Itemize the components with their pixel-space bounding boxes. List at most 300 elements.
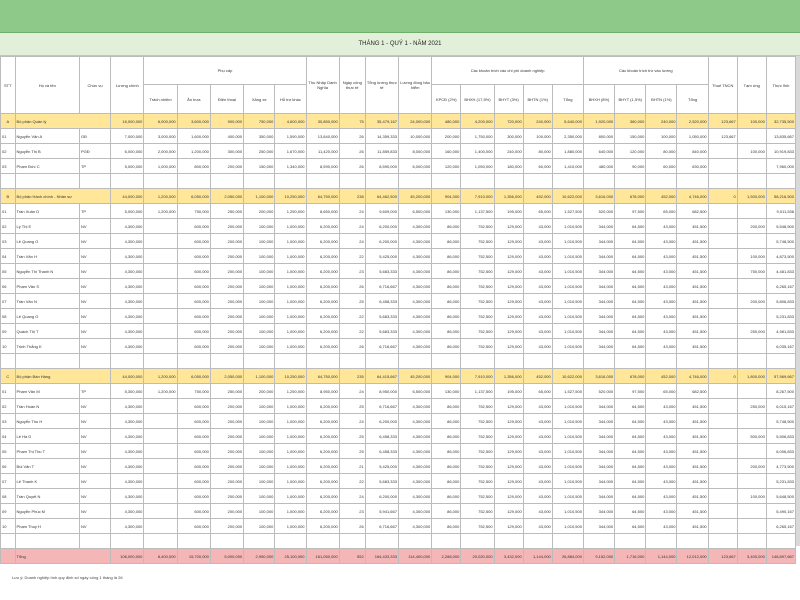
value-cell[interactable]: 4,300,000 [111, 279, 144, 294]
value-cell[interactable] [144, 324, 177, 339]
section-total-cell[interactable]: 3,616,000 [583, 189, 614, 204]
value-cell[interactable]: 451,500 [677, 219, 708, 234]
value-cell[interactable] [708, 279, 737, 294]
value-cell[interactable]: 100,000 [244, 489, 275, 504]
value-cell[interactable]: 5,806,833 [766, 294, 795, 309]
value-cell[interactable]: 6,200,000 [306, 399, 339, 414]
value-cell[interactable]: 86,000 [432, 489, 461, 504]
section-total-cell[interactable]: 45,200,000 [398, 369, 431, 384]
value-cell[interactable]: 4,300,000 [398, 489, 431, 504]
value-cell[interactable]: 451,500 [677, 414, 708, 429]
empty-cell[interactable] [494, 174, 523, 189]
value-cell[interactable]: 200,000 [210, 294, 243, 309]
value-cell[interactable]: 600,000 [177, 324, 210, 339]
section-total-cell[interactable]: 452,000 [646, 189, 677, 204]
value-cell[interactable]: 64,500 [615, 414, 646, 429]
section-total-cell[interactable]: 2,050,000 [210, 189, 243, 204]
value-cell[interactable]: 4,300,000 [111, 459, 144, 474]
value-cell[interactable]: 4,481,833 [766, 264, 795, 279]
value-cell[interactable]: 200,000 [210, 219, 243, 234]
value-cell[interactable]: 97,500 [615, 204, 646, 219]
role-cell[interactable]: TP [79, 159, 110, 174]
value-cell[interactable] [737, 309, 766, 324]
section-total-cell[interactable]: 6,050,000 [177, 189, 210, 204]
value-cell[interactable]: 86,000 [432, 324, 461, 339]
value-cell[interactable]: 750,000 [177, 204, 210, 219]
empty-cell[interactable] [1, 174, 16, 189]
value-cell[interactable]: 160,000 [432, 144, 461, 159]
value-cell[interactable]: 800,000 [583, 129, 614, 144]
value-cell[interactable]: 1,010,500 [552, 234, 583, 249]
value-cell[interactable]: 43,000 [523, 339, 552, 354]
value-cell[interactable] [708, 219, 737, 234]
empty-cell[interactable] [275, 534, 306, 549]
value-cell[interactable]: 129,000 [494, 249, 523, 264]
value-cell[interactable]: 250,000 [210, 384, 243, 399]
value-cell[interactable]: 8,000,000 [398, 144, 431, 159]
value-cell[interactable]: 451,500 [677, 504, 708, 519]
value-cell[interactable] [737, 234, 766, 249]
value-cell[interactable]: 344,000 [583, 264, 614, 279]
empty-cell[interactable] [144, 534, 177, 549]
empty-cell[interactable] [111, 174, 144, 189]
value-cell[interactable]: 600,000 [177, 414, 210, 429]
section-total-cell[interactable]: 0 [708, 189, 737, 204]
value-cell[interactable]: 600,000 [177, 309, 210, 324]
value-cell[interactable]: 23 [339, 504, 365, 519]
value-cell[interactable]: 22 [339, 324, 365, 339]
value-cell[interactable]: 43,000 [523, 309, 552, 324]
value-cell[interactable] [144, 444, 177, 459]
empty-cell[interactable] [677, 534, 708, 549]
value-cell[interactable]: 120,000 [432, 159, 461, 174]
empty-cell[interactable] [144, 174, 177, 189]
value-cell[interactable]: 11,420,000 [306, 144, 339, 159]
value-cell[interactable]: 344,000 [583, 309, 614, 324]
value-cell[interactable]: 6,200,000 [365, 414, 398, 429]
role-cell[interactable]: NV [79, 489, 110, 504]
value-cell[interactable] [708, 324, 737, 339]
name-cell[interactable]: Lê Thanh K [15, 474, 79, 489]
grand-total-cell[interactable]: 148,897,667 [766, 549, 795, 564]
section-total-cell[interactable]: 10,250,000 [275, 369, 306, 384]
stt-cell[interactable]: 05 [1, 264, 16, 279]
value-cell[interactable]: 5,648,500 [766, 489, 795, 504]
value-cell[interactable]: 43,000 [646, 399, 677, 414]
name-cell[interactable]: Quách Thị T [15, 324, 79, 339]
empty-cell[interactable] [615, 354, 646, 369]
empty-cell[interactable] [365, 354, 398, 369]
value-cell[interactable]: 600,000 [177, 474, 210, 489]
value-cell[interactable] [708, 309, 737, 324]
value-cell[interactable]: 80,000 [646, 144, 677, 159]
value-cell[interactable]: 6,035,167 [766, 339, 795, 354]
value-cell[interactable]: 1,010,500 [552, 279, 583, 294]
value-cell[interactable] [708, 399, 737, 414]
value-cell[interactable]: 200,000 [210, 459, 243, 474]
value-cell[interactable]: 86,000 [432, 339, 461, 354]
value-cell[interactable]: 4,300,000 [398, 444, 431, 459]
role-cell[interactable]: NV [79, 294, 110, 309]
value-cell[interactable]: 1,137,500 [461, 384, 494, 399]
value-cell[interactable]: 5,231,833 [766, 474, 795, 489]
value-cell[interactable]: 1,400,000 [461, 144, 494, 159]
value-cell[interactable]: 6,200,000 [306, 459, 339, 474]
value-cell[interactable]: 200,000 [737, 219, 766, 234]
value-cell[interactable]: 600,000 [177, 459, 210, 474]
grand-total-cell[interactable]: 25,100,000 [275, 549, 306, 564]
value-cell[interactable]: 752,500 [461, 504, 494, 519]
value-cell[interactable]: 22 [339, 249, 365, 264]
empty-cell[interactable] [79, 534, 110, 549]
value-cell[interactable]: 600,000 [177, 219, 210, 234]
section-total-cell[interactable]: 1,356,000 [494, 189, 523, 204]
value-cell[interactable]: 100,000 [244, 294, 275, 309]
value-cell[interactable] [708, 504, 737, 519]
value-cell[interactable]: 752,500 [461, 399, 494, 414]
value-cell[interactable]: 600,000 [177, 489, 210, 504]
value-cell[interactable] [737, 204, 766, 219]
value-cell[interactable] [737, 339, 766, 354]
section-total-cell[interactable]: 10,622,000 [552, 369, 583, 384]
value-cell[interactable] [737, 504, 766, 519]
empty-cell[interactable] [461, 174, 494, 189]
empty-cell[interactable] [737, 534, 766, 549]
section-total-cell[interactable]: 238 [339, 189, 365, 204]
empty-cell[interactable] [398, 174, 431, 189]
value-cell[interactable]: 97,500 [615, 384, 646, 399]
value-cell[interactable]: 100,000 [244, 444, 275, 459]
value-cell[interactable]: 26 [339, 159, 365, 174]
empty-cell[interactable] [339, 174, 365, 189]
value-cell[interactable]: 14,359,333 [365, 129, 398, 144]
value-cell[interactable]: 1,200,000 [144, 204, 177, 219]
value-cell[interactable]: 43,000 [646, 324, 677, 339]
empty-cell[interactable] [583, 174, 614, 189]
role-cell[interactable]: NV [79, 219, 110, 234]
empty-cell[interactable] [79, 174, 110, 189]
section-total-cell[interactable]: 678,000 [615, 189, 646, 204]
value-cell[interactable]: 24 [339, 384, 365, 399]
value-cell[interactable]: 1,010,500 [552, 519, 583, 534]
value-cell[interactable] [737, 414, 766, 429]
value-cell[interactable]: 129,000 [494, 504, 523, 519]
grand-total-cell[interactable]: 2,288,000 [432, 549, 461, 564]
value-cell[interactable]: 11,859,833 [365, 144, 398, 159]
value-cell[interactable]: 43,000 [523, 249, 552, 264]
value-cell[interactable] [708, 489, 737, 504]
empty-cell[interactable] [494, 534, 523, 549]
value-cell[interactable]: 65,000 [646, 204, 677, 219]
value-cell[interactable]: 43,000 [646, 279, 677, 294]
empty-cell[interactable] [306, 174, 339, 189]
empty-cell[interactable] [766, 534, 795, 549]
value-cell[interactable]: 86,000 [432, 234, 461, 249]
section-code[interactable]: C [1, 369, 16, 384]
value-cell[interactable]: 6,500,000 [398, 204, 431, 219]
value-cell[interactable]: 25 [339, 444, 365, 459]
value-cell[interactable]: 9,609,000 [365, 204, 398, 219]
value-cell[interactable]: 4,300,000 [398, 324, 431, 339]
value-cell[interactable]: 43,000 [523, 429, 552, 444]
name-cell[interactable]: Nguyễn Thị B [15, 144, 79, 159]
value-cell[interactable]: 200,000 [210, 339, 243, 354]
value-cell[interactable]: 5,300,000 [111, 384, 144, 399]
value-cell[interactable]: 8,267,500 [766, 384, 795, 399]
value-cell[interactable]: 630,000 [677, 159, 708, 174]
section-total-cell[interactable]: 480,000 [432, 114, 461, 129]
value-cell[interactable]: 1,010,500 [552, 324, 583, 339]
value-cell[interactable]: 1,010,500 [552, 489, 583, 504]
value-cell[interactable]: 43,000 [646, 309, 677, 324]
value-cell[interactable]: 682,500 [677, 204, 708, 219]
value-cell[interactable]: 1,000,000 [275, 429, 306, 444]
empty-cell[interactable] [244, 354, 275, 369]
value-cell[interactable]: 43,000 [646, 474, 677, 489]
value-cell[interactable]: 6,200,000 [306, 294, 339, 309]
value-cell[interactable]: 43,000 [646, 504, 677, 519]
section-total-cell[interactable]: 4,746,000 [677, 369, 708, 384]
section-label[interactable]: Bộ phận Bán Hàng [15, 369, 111, 384]
value-cell[interactable]: 344,000 [583, 429, 614, 444]
value-cell[interactable]: 451,500 [677, 324, 708, 339]
section-total-cell[interactable]: 1,356,000 [494, 369, 523, 384]
value-cell[interactable]: 13,835,667 [766, 129, 795, 144]
section-total-cell[interactable]: 4,746,000 [677, 189, 708, 204]
value-cell[interactable]: 26 [339, 279, 365, 294]
stt-cell[interactable]: 10 [1, 519, 16, 534]
section-total-cell[interactable]: 1,500,000 [737, 189, 766, 204]
value-cell[interactable]: 5,506,833 [766, 429, 795, 444]
name-cell[interactable]: Nguyễn Thu H [15, 414, 79, 429]
value-cell[interactable]: 24 [339, 219, 365, 234]
value-cell[interactable]: 5,425,000 [365, 249, 398, 264]
section-total-cell[interactable]: 100,000 [737, 114, 766, 129]
value-cell[interactable]: 840,000 [677, 144, 708, 159]
section-total-cell[interactable]: 3,616,000 [583, 369, 614, 384]
value-cell[interactable]: 129,000 [494, 279, 523, 294]
value-cell[interactable]: 43,000 [646, 519, 677, 534]
stt-cell[interactable]: 03 [1, 234, 16, 249]
value-cell[interactable]: 250,000 [737, 324, 766, 339]
value-cell[interactable] [144, 414, 177, 429]
value-cell[interactable]: 752,500 [461, 249, 494, 264]
section-total-cell[interactable]: 16,000,000 [111, 114, 144, 129]
value-cell[interactable]: 4,300,000 [111, 414, 144, 429]
section-total-cell[interactable]: 720,000 [494, 114, 523, 129]
value-cell[interactable]: 6,200,000 [365, 489, 398, 504]
value-cell[interactable]: 200,000 [210, 264, 243, 279]
grand-total-cell[interactable]: 123,667 [708, 549, 737, 564]
value-cell[interactable]: 86,000 [432, 399, 461, 414]
empty-cell[interactable] [244, 174, 275, 189]
value-cell[interactable]: 344,000 [583, 324, 614, 339]
value-cell[interactable]: 6,458,333 [365, 294, 398, 309]
value-cell[interactable]: 25 [339, 399, 365, 414]
empty-cell[interactable] [432, 534, 461, 549]
empty-cell[interactable] [766, 354, 795, 369]
stt-cell[interactable]: 01 [1, 204, 16, 219]
value-cell[interactable]: 43,000 [646, 489, 677, 504]
grand-total-cell[interactable]: 8,400,000 [144, 549, 177, 564]
value-cell[interactable]: 43,000 [523, 504, 552, 519]
value-cell[interactable]: 2,350,000 [552, 129, 583, 144]
value-cell[interactable] [144, 219, 177, 234]
value-cell[interactable]: 4,300,000 [398, 429, 431, 444]
empty-cell[interactable] [210, 174, 243, 189]
value-cell[interactable]: 4,300,000 [111, 444, 144, 459]
value-cell[interactable]: 752,500 [461, 324, 494, 339]
value-cell[interactable]: 1,670,000 [275, 144, 306, 159]
value-cell[interactable] [737, 279, 766, 294]
value-cell[interactable]: 10,919,833 [766, 144, 795, 159]
section-total-cell[interactable]: 452,000 [646, 369, 677, 384]
name-cell[interactable]: Trần Hoàn N [15, 399, 79, 414]
value-cell[interactable]: 4,773,500 [766, 459, 795, 474]
value-cell[interactable]: 43,000 [646, 339, 677, 354]
value-cell[interactable]: 750,000 [737, 264, 766, 279]
empty-cell[interactable] [1, 534, 16, 549]
empty-cell[interactable] [552, 534, 583, 549]
stt-cell[interactable]: 03 [1, 159, 16, 174]
stt-cell[interactable]: 06 [1, 459, 16, 474]
value-cell[interactable]: 25 [339, 294, 365, 309]
value-cell[interactable]: 344,000 [583, 519, 614, 534]
value-cell[interactable]: 65,000 [523, 384, 552, 399]
empty-cell[interactable] [646, 534, 677, 549]
value-cell[interactable]: 86,000 [432, 519, 461, 534]
value-cell[interactable]: 100,000 [523, 129, 552, 144]
value-cell[interactable]: 180,000 [494, 159, 523, 174]
value-cell[interactable]: 1,010,500 [552, 399, 583, 414]
value-cell[interactable]: 129,000 [494, 309, 523, 324]
value-cell[interactable]: 1,000,000 [275, 489, 306, 504]
value-cell[interactable]: 600,000 [177, 234, 210, 249]
section-total-cell[interactable]: 1,800,000 [737, 369, 766, 384]
name-cell[interactable]: Phạm Văn S [15, 279, 79, 294]
value-cell[interactable]: 344,000 [583, 219, 614, 234]
value-cell[interactable]: 26 [339, 129, 365, 144]
role-cell[interactable]: NV [79, 249, 110, 264]
empty-cell[interactable] [461, 354, 494, 369]
value-cell[interactable]: 344,000 [583, 339, 614, 354]
section-total-cell[interactable]: 240,000 [523, 114, 552, 129]
value-cell[interactable]: 100,000 [244, 249, 275, 264]
value-cell[interactable]: 22 [339, 309, 365, 324]
value-cell[interactable]: 24 [339, 414, 365, 429]
value-cell[interactable]: 60,000 [523, 159, 552, 174]
value-cell[interactable]: 130,000 [432, 204, 461, 219]
value-cell[interactable]: 129,000 [494, 489, 523, 504]
value-cell[interactable]: 22 [339, 474, 365, 489]
role-cell[interactable]: NV [79, 519, 110, 534]
value-cell[interactable]: 6,200,000 [365, 234, 398, 249]
empty-cell[interactable] [15, 534, 79, 549]
value-cell[interactable]: 64,500 [615, 294, 646, 309]
value-cell[interactable]: 150,000 [244, 159, 275, 174]
value-cell[interactable]: 8,950,000 [306, 384, 339, 399]
value-cell[interactable]: 80,000 [523, 144, 552, 159]
value-cell[interactable]: 1,050,000 [677, 129, 708, 144]
value-cell[interactable]: 344,000 [583, 294, 614, 309]
value-cell[interactable]: 250,000 [244, 144, 275, 159]
empty-cell[interactable] [708, 534, 737, 549]
value-cell[interactable]: 86,000 [432, 429, 461, 444]
value-cell[interactable]: 5,000,000 [111, 159, 144, 174]
section-total-cell[interactable]: 7,910,000 [461, 369, 494, 384]
value-cell[interactable]: 43,000 [646, 234, 677, 249]
value-cell[interactable]: 64,500 [615, 489, 646, 504]
grand-total-cell[interactable]: 1,144,000 [646, 549, 677, 564]
value-cell[interactable]: 1,410,000 [552, 159, 583, 174]
value-cell[interactable]: 4,300,000 [111, 474, 144, 489]
value-cell[interactable]: 23 [339, 264, 365, 279]
value-cell[interactable]: 200,000 [210, 324, 243, 339]
value-cell[interactable] [708, 144, 737, 159]
value-cell[interactable]: 5,490,167 [766, 504, 795, 519]
section-label[interactable]: Bộ phận Quản lý [15, 114, 111, 129]
value-cell[interactable]: 129,000 [494, 339, 523, 354]
empty-cell[interactable] [398, 354, 431, 369]
value-cell[interactable]: 1,000,000 [275, 294, 306, 309]
section-total-cell[interactable]: 452,000 [523, 189, 552, 204]
section-total-cell[interactable]: 1,200,000 [144, 369, 177, 384]
value-cell[interactable]: 43,000 [523, 474, 552, 489]
grand-total-blank[interactable] [1, 549, 16, 564]
section-total-cell[interactable]: 5,640,000 [552, 114, 583, 129]
value-cell[interactable]: 520,000 [583, 384, 614, 399]
value-cell[interactable]: 1,010,500 [552, 309, 583, 324]
value-cell[interactable]: 26 [339, 339, 365, 354]
value-cell[interactable] [708, 519, 737, 534]
value-cell[interactable]: 4,300,000 [398, 459, 431, 474]
value-cell[interactable]: 451,500 [677, 519, 708, 534]
value-cell[interactable]: 64,500 [615, 264, 646, 279]
value-cell[interactable]: 6,200,000 [365, 219, 398, 234]
value-cell[interactable]: 64,500 [615, 279, 646, 294]
value-cell[interactable]: 100,000 [244, 504, 275, 519]
empty-cell[interactable] [615, 174, 646, 189]
value-cell[interactable]: 4,300,000 [111, 504, 144, 519]
value-cell[interactable] [708, 204, 737, 219]
value-cell[interactable] [708, 414, 737, 429]
name-cell[interactable]: Phạm Thuý H [15, 519, 79, 534]
section-total-cell[interactable]: 44,000,000 [111, 189, 144, 204]
value-cell[interactable]: 1,527,500 [552, 384, 583, 399]
value-cell[interactable]: 6,200,000 [306, 339, 339, 354]
value-cell[interactable]: 100,000 [244, 309, 275, 324]
value-cell[interactable]: 43,000 [523, 264, 552, 279]
value-cell[interactable]: 4,300,000 [111, 489, 144, 504]
value-cell[interactable]: 752,500 [461, 279, 494, 294]
name-cell[interactable]: Bùi Văn T [15, 459, 79, 474]
value-cell[interactable]: 123,667 [708, 129, 737, 144]
value-cell[interactable]: 350,000 [244, 129, 275, 144]
value-cell[interactable]: 86,000 [432, 459, 461, 474]
grand-total-cell[interactable]: 3,400,000 [737, 549, 766, 564]
value-cell[interactable] [708, 294, 737, 309]
value-cell[interactable]: 24 [339, 234, 365, 249]
value-cell[interactable]: 4,300,000 [111, 519, 144, 534]
value-cell[interactable]: 4,300,000 [111, 399, 144, 414]
value-cell[interactable]: 43,000 [646, 264, 677, 279]
value-cell[interactable]: 64,500 [615, 219, 646, 234]
section-total-cell[interactable]: 1,100,000 [244, 369, 275, 384]
value-cell[interactable]: 64,500 [615, 519, 646, 534]
value-cell[interactable]: 100,000 [737, 249, 766, 264]
value-cell[interactable]: 752,500 [461, 519, 494, 534]
grand-total-cell[interactable]: 161,050,000 [306, 549, 339, 564]
